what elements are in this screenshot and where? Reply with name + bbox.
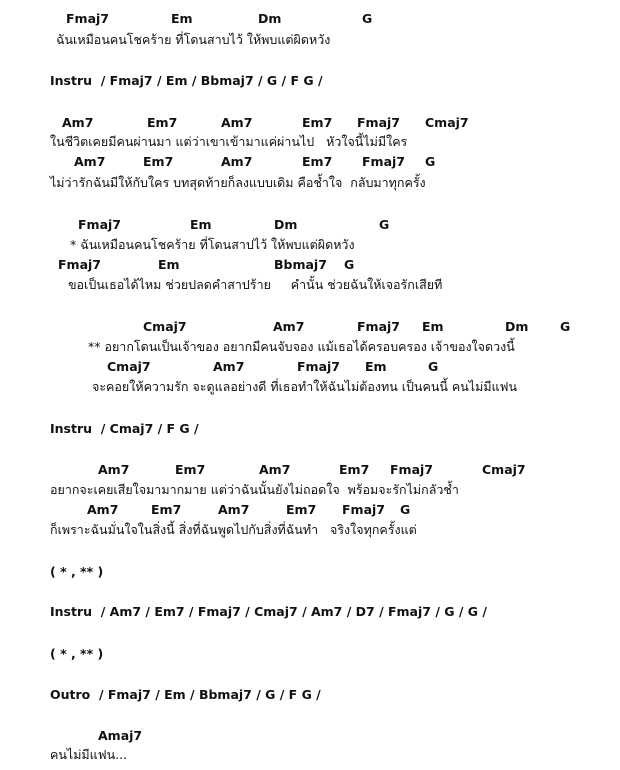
chord: G bbox=[560, 319, 571, 334]
chord: Dm bbox=[258, 11, 282, 26]
section-text: Instru / Cmaj7 / F G / bbox=[50, 421, 199, 436]
chord: Am7 bbox=[218, 502, 250, 517]
chord: Em bbox=[190, 217, 212, 232]
chord: Am7 bbox=[74, 154, 106, 169]
chord: G bbox=[428, 359, 439, 374]
chord: Am7 bbox=[98, 462, 130, 477]
chord: Fmaj7 bbox=[357, 319, 400, 334]
chord: G bbox=[379, 217, 390, 232]
chord: Em bbox=[158, 257, 180, 272]
chord: Am7 bbox=[87, 502, 119, 517]
chord: Cmaj7 bbox=[107, 359, 151, 374]
chord: Am7 bbox=[213, 359, 245, 374]
section-text: Instru / Am7 / Em7 / Fmaj7 / Cmaj7 / Am7 / D7 / Fmaj7 / G / G / bbox=[50, 604, 487, 619]
lyric-text: จะคอยให้ความรัก จะดูแลอย่างดี ที่เธอทำให้ฉันไม่ต้องทน เป็นคนนี้ คนไม่มีแฟน bbox=[92, 379, 518, 394]
lyric-text: อยากจะเคยเสียใจมามากมาย แต่ว่าฉันนั้นยังไม่ถอดใจ พร้อมจะรักไม่กลัวช้ำ bbox=[50, 482, 459, 497]
chord: Fmaj7 bbox=[297, 359, 340, 374]
chord: G bbox=[344, 257, 355, 272]
lyric-text: คนไม่มีแฟน... bbox=[50, 747, 128, 762]
chord: Fmaj7 bbox=[78, 217, 121, 232]
section-text: ( * , ** ) bbox=[50, 646, 104, 661]
lyric-text: ไม่ว่ารักฉันมีให้กับใคร บทสุดท้ายก็ลงแบบเดิม คือช้ำใจ กลับมาทุกครั้ง bbox=[50, 175, 426, 190]
chord: Em7 bbox=[302, 154, 333, 169]
lyric-text: ขอเป็นเธอได้ไหม ช่วยปลดคำสาปร้าย คำนั้น ช่วยฉันให้เจอรักเสียที bbox=[68, 277, 443, 292]
lyric-text: ก็เพราะฉันมั่นใจในสิ่งนี้ สิ่งที่ฉันพูดไปกับสิ่งที่ฉันทำ จริงใจทุกครั้งแต่ bbox=[50, 522, 417, 537]
chord: Em7 bbox=[143, 154, 174, 169]
chord: Fmaj7 bbox=[390, 462, 433, 477]
chord: Cmaj7 bbox=[425, 115, 469, 130]
chord: Amaj7 bbox=[98, 728, 143, 743]
chord: Cmaj7 bbox=[143, 319, 187, 334]
chord: Em7 bbox=[147, 115, 178, 130]
chord: Am7 bbox=[62, 115, 94, 130]
chord: Dm bbox=[505, 319, 529, 334]
chord: Fmaj7 bbox=[58, 257, 101, 272]
chord: Em bbox=[365, 359, 387, 374]
chord: Em7 bbox=[339, 462, 370, 477]
chord: Am7 bbox=[259, 462, 291, 477]
chord: Fmaj7 bbox=[66, 11, 109, 26]
chord: Am7 bbox=[221, 115, 253, 130]
chord: Em7 bbox=[302, 115, 333, 130]
chord: G bbox=[400, 502, 411, 517]
chord: Am7 bbox=[221, 154, 253, 169]
chord: Em7 bbox=[175, 462, 206, 477]
chord: Dm bbox=[274, 217, 298, 232]
chord: Em bbox=[422, 319, 444, 334]
section-text: Instru / Fmaj7 / Em / Bbmaj7 / G / F G / bbox=[50, 73, 323, 88]
chord: Bbmaj7 bbox=[274, 257, 327, 272]
chord: G bbox=[362, 11, 373, 26]
chord: Em7 bbox=[151, 502, 182, 517]
chord: Em7 bbox=[286, 502, 317, 517]
lyric-text: ในชีวิตเคยมีคนผ่านมา แต่ว่าเขาเข้ามาแค่ผ่านไป หัวใจนี้ไม่มีใคร bbox=[50, 134, 408, 149]
chord: Fmaj7 bbox=[357, 115, 400, 130]
chord: Cmaj7 bbox=[482, 462, 526, 477]
chord: Fmaj7 bbox=[362, 154, 405, 169]
lyric-text: ** อยากโดนเป็นเจ้าของ อยากมีคนจับจอง แม้เธอได้ครอบครอง เจ้าของใจดวงนี้ bbox=[88, 339, 515, 354]
section-text: Outro / Fmaj7 / Em / Bbmaj7 / G / F G / bbox=[50, 687, 321, 702]
section-text: ( * , ** ) bbox=[50, 564, 104, 579]
lyric-text: * ฉันเหมือนคนโชคร้าย ที่โดนสาปไว้ ให้พบแต่ผิดหวัง bbox=[70, 237, 355, 252]
chord: Am7 bbox=[273, 319, 305, 334]
chord: G bbox=[425, 154, 436, 169]
lyric-text: ฉันเหมือนคนโชคร้าย ที่โดนสาบไว้ ให้พบแต่ผิดหวัง bbox=[56, 32, 331, 47]
chord: Em bbox=[171, 11, 193, 26]
chord: Fmaj7 bbox=[342, 502, 385, 517]
